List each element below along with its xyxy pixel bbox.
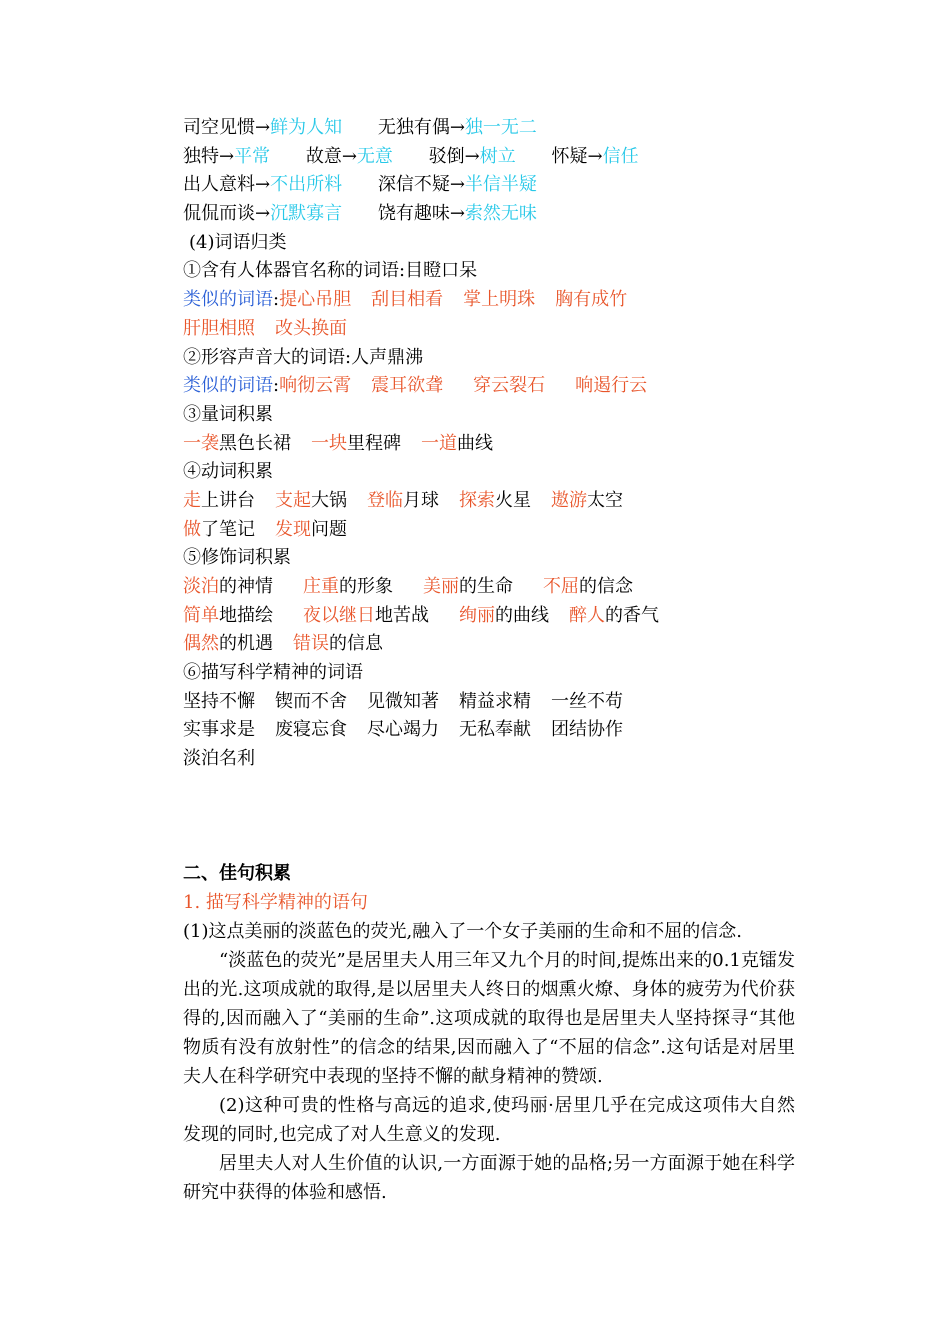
phrase: 的曲线 <box>495 604 549 626</box>
antonym: 树立 <box>479 145 516 167</box>
arrow: → <box>341 145 357 167</box>
classify-title: (4)词语归类 <box>189 231 287 253</box>
category-5-line-3 <box>183 630 823 659</box>
word: 故意 <box>305 145 342 167</box>
phrase: 地描绘 <box>219 604 273 626</box>
arrow: → <box>449 174 465 196</box>
word: 驳倒 <box>428 145 465 167</box>
phrase: 火星 <box>495 489 531 511</box>
category-5-line-1 <box>183 573 823 602</box>
arrow: → <box>464 145 480 167</box>
phrase: 的机遇 <box>219 633 273 655</box>
phrase: 的生命 <box>459 576 513 597</box>
idiom: 尽心竭力 <box>367 719 439 741</box>
highlight: 做 <box>183 518 201 540</box>
idiom: 淡泊名利 <box>183 748 255 770</box>
antonym-line-2 <box>183 143 823 172</box>
phrase: 的神情 <box>219 576 273 597</box>
category-2-similar <box>183 372 823 401</box>
category-6-line-2 <box>183 716 823 745</box>
highlight: 探索 <box>459 489 495 511</box>
category-6-line-3 <box>183 745 823 774</box>
antonym: 无意 <box>356 145 393 167</box>
word: 独特 <box>183 145 219 167</box>
document-page <box>183 114 823 1207</box>
arrow: → <box>255 117 271 138</box>
idiom: 废寝忘食 <box>275 719 347 741</box>
idiom: 穿云裂石 <box>473 375 546 397</box>
idiom: 锲而不舍 <box>275 690 347 712</box>
highlight: 美丽 <box>423 576 459 597</box>
phrase: 里程碑 <box>347 432 401 454</box>
highlight: 一道 <box>421 432 457 454</box>
antonym: 独一无二 <box>464 117 537 138</box>
word: 司空见惯 <box>183 117 255 138</box>
paragraph-1: (1)这点美丽的淡蓝色的荧光,融入了一个女子美丽的生命和不屈的信念. <box>183 921 742 943</box>
word: 饶有趣味 <box>377 203 450 225</box>
paragraph-4: 居里夫人对人生价值的认识,一方面源于她的品格;另一方面源于她在科学研究中获得的体验和感悟. <box>183 1153 795 1204</box>
similar-label: 类似的词语 <box>183 375 273 397</box>
highlight: 夜以继日 <box>303 604 375 626</box>
highlight: 醉人 <box>569 604 605 626</box>
antonym: 不出所料 <box>270 174 343 196</box>
highlight: 错误 <box>293 633 329 655</box>
category-4-title: ④动词积累 <box>183 461 273 483</box>
antonym: 平常 <box>234 145 271 167</box>
phrase: 上讲台 <box>201 489 255 511</box>
word: 深信不疑 <box>377 174 450 196</box>
antonym-line-4 <box>183 200 823 229</box>
category-6-title: ⑥描写科学精神的词语 <box>183 662 363 684</box>
category-5-line-2 <box>183 602 823 631</box>
idiom: 刮目相看 <box>371 289 444 311</box>
category-1-title: ①含有人体器官名称的词语:目瞪口呆 <box>183 260 478 282</box>
arrow: → <box>449 117 465 138</box>
phrase: 太空 <box>587 489 623 511</box>
category-4-line-1 <box>183 487 823 516</box>
phrase: 了笔记 <box>201 518 255 540</box>
antonym: 索然无味 <box>464 203 537 225</box>
highlight: 遨游 <box>551 489 587 511</box>
highlight: 一块 <box>311 432 347 454</box>
paragraph-2: “淡蓝色的荧光”是居里夫人用三年又九个月的时间,提炼出来的0.1克镭发出的光.这项成就的取得,是以居里夫人终日的烟熏火燎、身体的疲劳为代价获得的,因而融入了“美丽的生命”.这项成就的取得也是居里夫人坚持探寻“其他物质有没有放射性”的信念的结果,因而融入了“不屈的信念”.这句话是对居里夫人在科学研究中表现的坚持不懈的献身精神的赞颂. <box>183 950 795 1088</box>
idiom: 无私奉献 <box>459 719 531 741</box>
phrase: 大锅 <box>311 489 347 511</box>
highlight: 发现 <box>275 518 311 540</box>
phrase: 的信息 <box>329 633 383 655</box>
category-1-similar-2 <box>183 315 823 344</box>
antonym: 半信半疑 <box>464 174 537 196</box>
idiom: 见微知著 <box>367 690 439 712</box>
category-3-items <box>183 430 823 459</box>
idiom: 改头换面 <box>275 317 347 339</box>
highlight: 庄重 <box>303 576 339 597</box>
phrase: 问题 <box>311 518 347 540</box>
category-6-line-1 <box>183 688 823 717</box>
idiom: 坚持不懈 <box>183 690 255 712</box>
antonym-line-3 <box>183 171 823 200</box>
idiom: 震耳欲聋 <box>371 375 444 397</box>
highlight: 一袭 <box>183 432 219 454</box>
similar-label: 类似的词语 <box>183 289 273 311</box>
idiom: 一丝不苟 <box>551 690 623 712</box>
phrase: 的形象 <box>339 576 393 597</box>
highlight: 简单 <box>183 604 219 626</box>
section-2-subtitle: 1. 描写科学精神的语句 <box>183 891 368 913</box>
category-5-title: ⑤修饰词积累 <box>183 547 291 569</box>
phrase: 的信念 <box>579 576 633 597</box>
highlight: 偶然 <box>183 633 219 655</box>
arrow: → <box>449 203 465 225</box>
arrow: → <box>255 174 271 196</box>
highlight: 走 <box>183 489 201 511</box>
idiom: 肝胆相照 <box>183 317 255 339</box>
idiom: 胸有成竹 <box>555 289 628 311</box>
phrase: 曲线 <box>457 432 493 454</box>
antonym: 鲜为人知 <box>270 117 343 138</box>
idiom: 掌上明珠 <box>463 289 536 311</box>
phrase: 月球 <box>403 489 439 511</box>
phrase: 黑色长裙 <box>219 432 291 454</box>
antonym: 沉默寡言 <box>270 203 343 225</box>
category-2-title: ②形容声音大的词语:人声鼎沸 <box>183 346 424 368</box>
highlight: 支起 <box>275 489 311 511</box>
antonym-line-1 <box>183 114 823 143</box>
arrow: → <box>587 145 603 167</box>
antonym: 信任 <box>602 145 639 167</box>
highlight: 不屈 <box>543 576 579 597</box>
arrow: → <box>219 145 235 167</box>
section-2-title: 二、佳句积累 <box>183 862 291 884</box>
phrase: 的香气 <box>605 604 659 626</box>
idiom: 实事求是 <box>183 719 255 741</box>
phrase: 地苦战 <box>375 604 429 626</box>
colon: : <box>273 289 280 311</box>
category-3-title: ③量词积累 <box>183 403 273 425</box>
idiom: 响遏行云 <box>575 375 648 397</box>
word: 无独有偶 <box>377 117 450 138</box>
word: 出人意料 <box>183 174 255 196</box>
idiom: 提心吊胆 <box>279 289 352 311</box>
word: 怀疑 <box>551 145 588 167</box>
word: 侃侃而谈 <box>183 203 255 225</box>
highlight: 淡泊 <box>183 576 219 597</box>
idiom: 团结协作 <box>551 719 623 741</box>
colon: : <box>273 375 280 397</box>
paragraph-3: (2)这种可贵的性格与高远的追求,使玛丽·居里几乎在完成这项伟大自然发现的同时,也完成了对人生意义的发现. <box>183 1095 795 1146</box>
highlight: 绚丽 <box>459 604 495 626</box>
category-4-line-2 <box>183 516 823 545</box>
idiom: 精益求精 <box>459 690 531 712</box>
highlight: 登临 <box>367 489 403 511</box>
arrow: → <box>255 203 271 225</box>
category-1-similar <box>183 286 823 315</box>
idiom: 响彻云霄 <box>279 375 352 397</box>
